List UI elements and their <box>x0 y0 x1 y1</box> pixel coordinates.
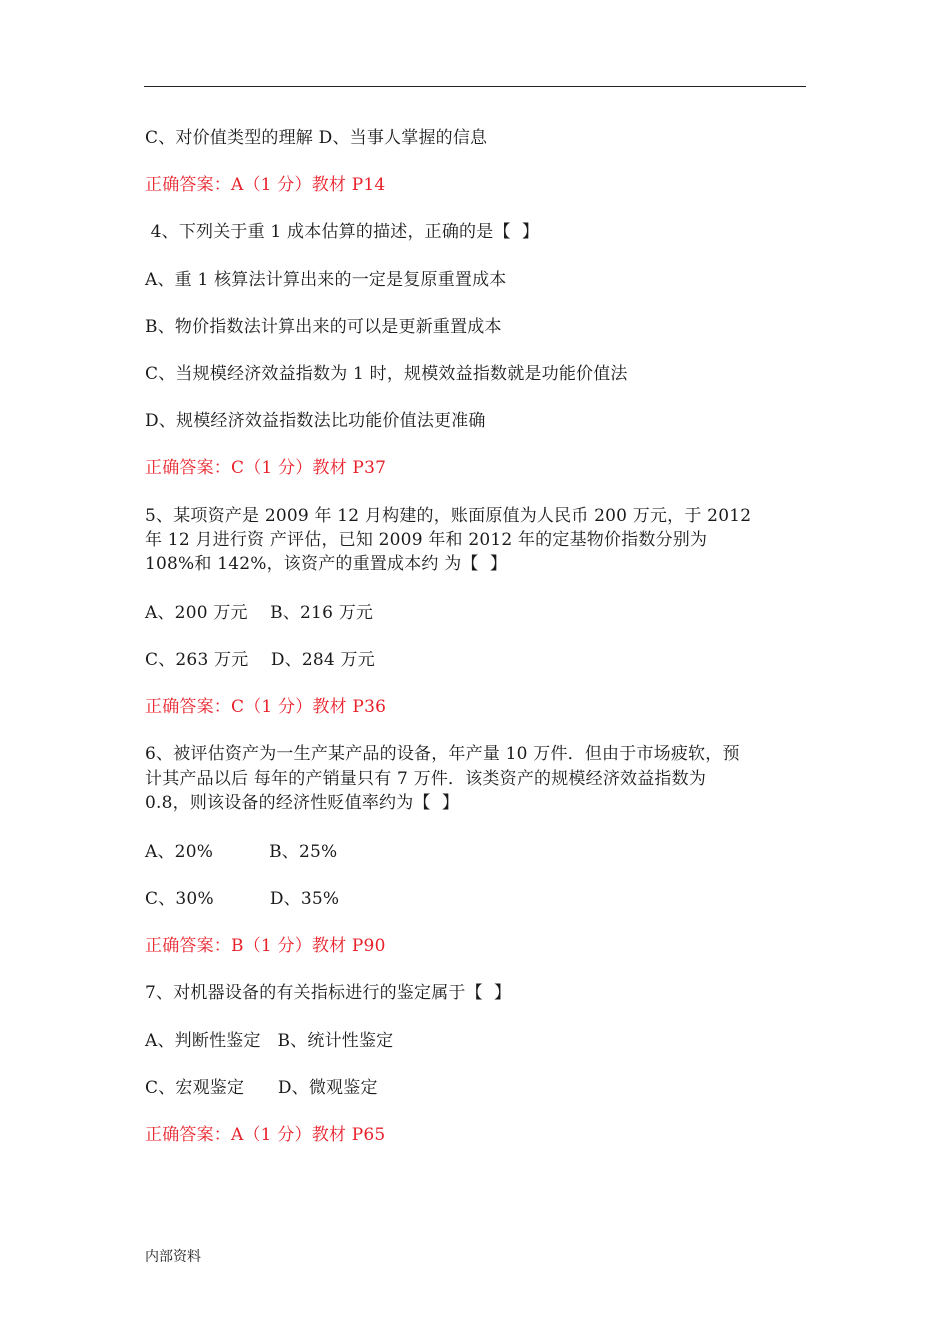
question-line: 计其产品以后 每年的产销量只有 7 万件．该类资产的规模经济效益指数为 <box>145 769 707 789</box>
option-line: A、20% B、25% <box>145 842 338 862</box>
option-line: B、物价指数法计算出来的可以是更新重置成本 <box>145 317 502 337</box>
question-line: 5、某项资产是 2009 年 12 月构建的，账面原值为人民币 200 万元，于 2012 <box>145 506 752 526</box>
option-line: C、宏观鉴定 D、微观鉴定 <box>145 1078 378 1098</box>
option-line: C、263 万元 D、284 万元 <box>145 650 375 670</box>
option-line: C、当规模经济效益指数为 1 时，规模效益指数就是功能价值法 <box>145 364 628 384</box>
option-line: D、规模经济效益指数法比功能价值法更准确 <box>145 411 486 431</box>
option-line: C、30% D、35% <box>145 889 340 909</box>
question-line: 6、被评估资产为一生产某产品的设备，年产量 10 万件．但由于市场疲软，预 <box>145 744 740 764</box>
answer-line: 正确答案：C（1 分）教材 P36 <box>145 697 387 717</box>
answer-line: 正确答案：B（1 分）教材 P90 <box>145 936 386 956</box>
answer-line: 正确答案：A（1 分）教材 P14 <box>145 175 386 195</box>
option-line: C、对价值类型的理解 D、当事人掌握的信息 <box>145 128 488 148</box>
question-line: 4、下列关于重 1 成本估算的描述，正确的是【 】 <box>145 222 540 242</box>
question-line: 0.8，则该设备的经济性贬值率约为【 】 <box>145 793 460 813</box>
question-line: 年 12 月进行资 产评估，已知 2009 年和 2012 年的定基物价指数分别为 <box>145 530 708 550</box>
option-line: A、判断性鉴定 B、统计性鉴定 <box>145 1031 394 1051</box>
option-line: A、200 万元 B、216 万元 <box>145 603 374 623</box>
footer-note: 内部资料 <box>145 1249 201 1265</box>
option-line: A、重 1 核算法计算出来的一定是复原重置成本 <box>145 270 507 290</box>
answer-line: 正确答案：C（1 分）教材 P37 <box>145 458 387 478</box>
answer-line: 正确答案：A（1 分）教材 P65 <box>145 1125 386 1145</box>
header-rule <box>144 86 806 87</box>
question-line: 108%和 142%，该资产的重置成本约 为【 】 <box>145 554 508 574</box>
question-line: 7、对机器设备的有关指标进行的鉴定属于【 】 <box>145 983 512 1003</box>
